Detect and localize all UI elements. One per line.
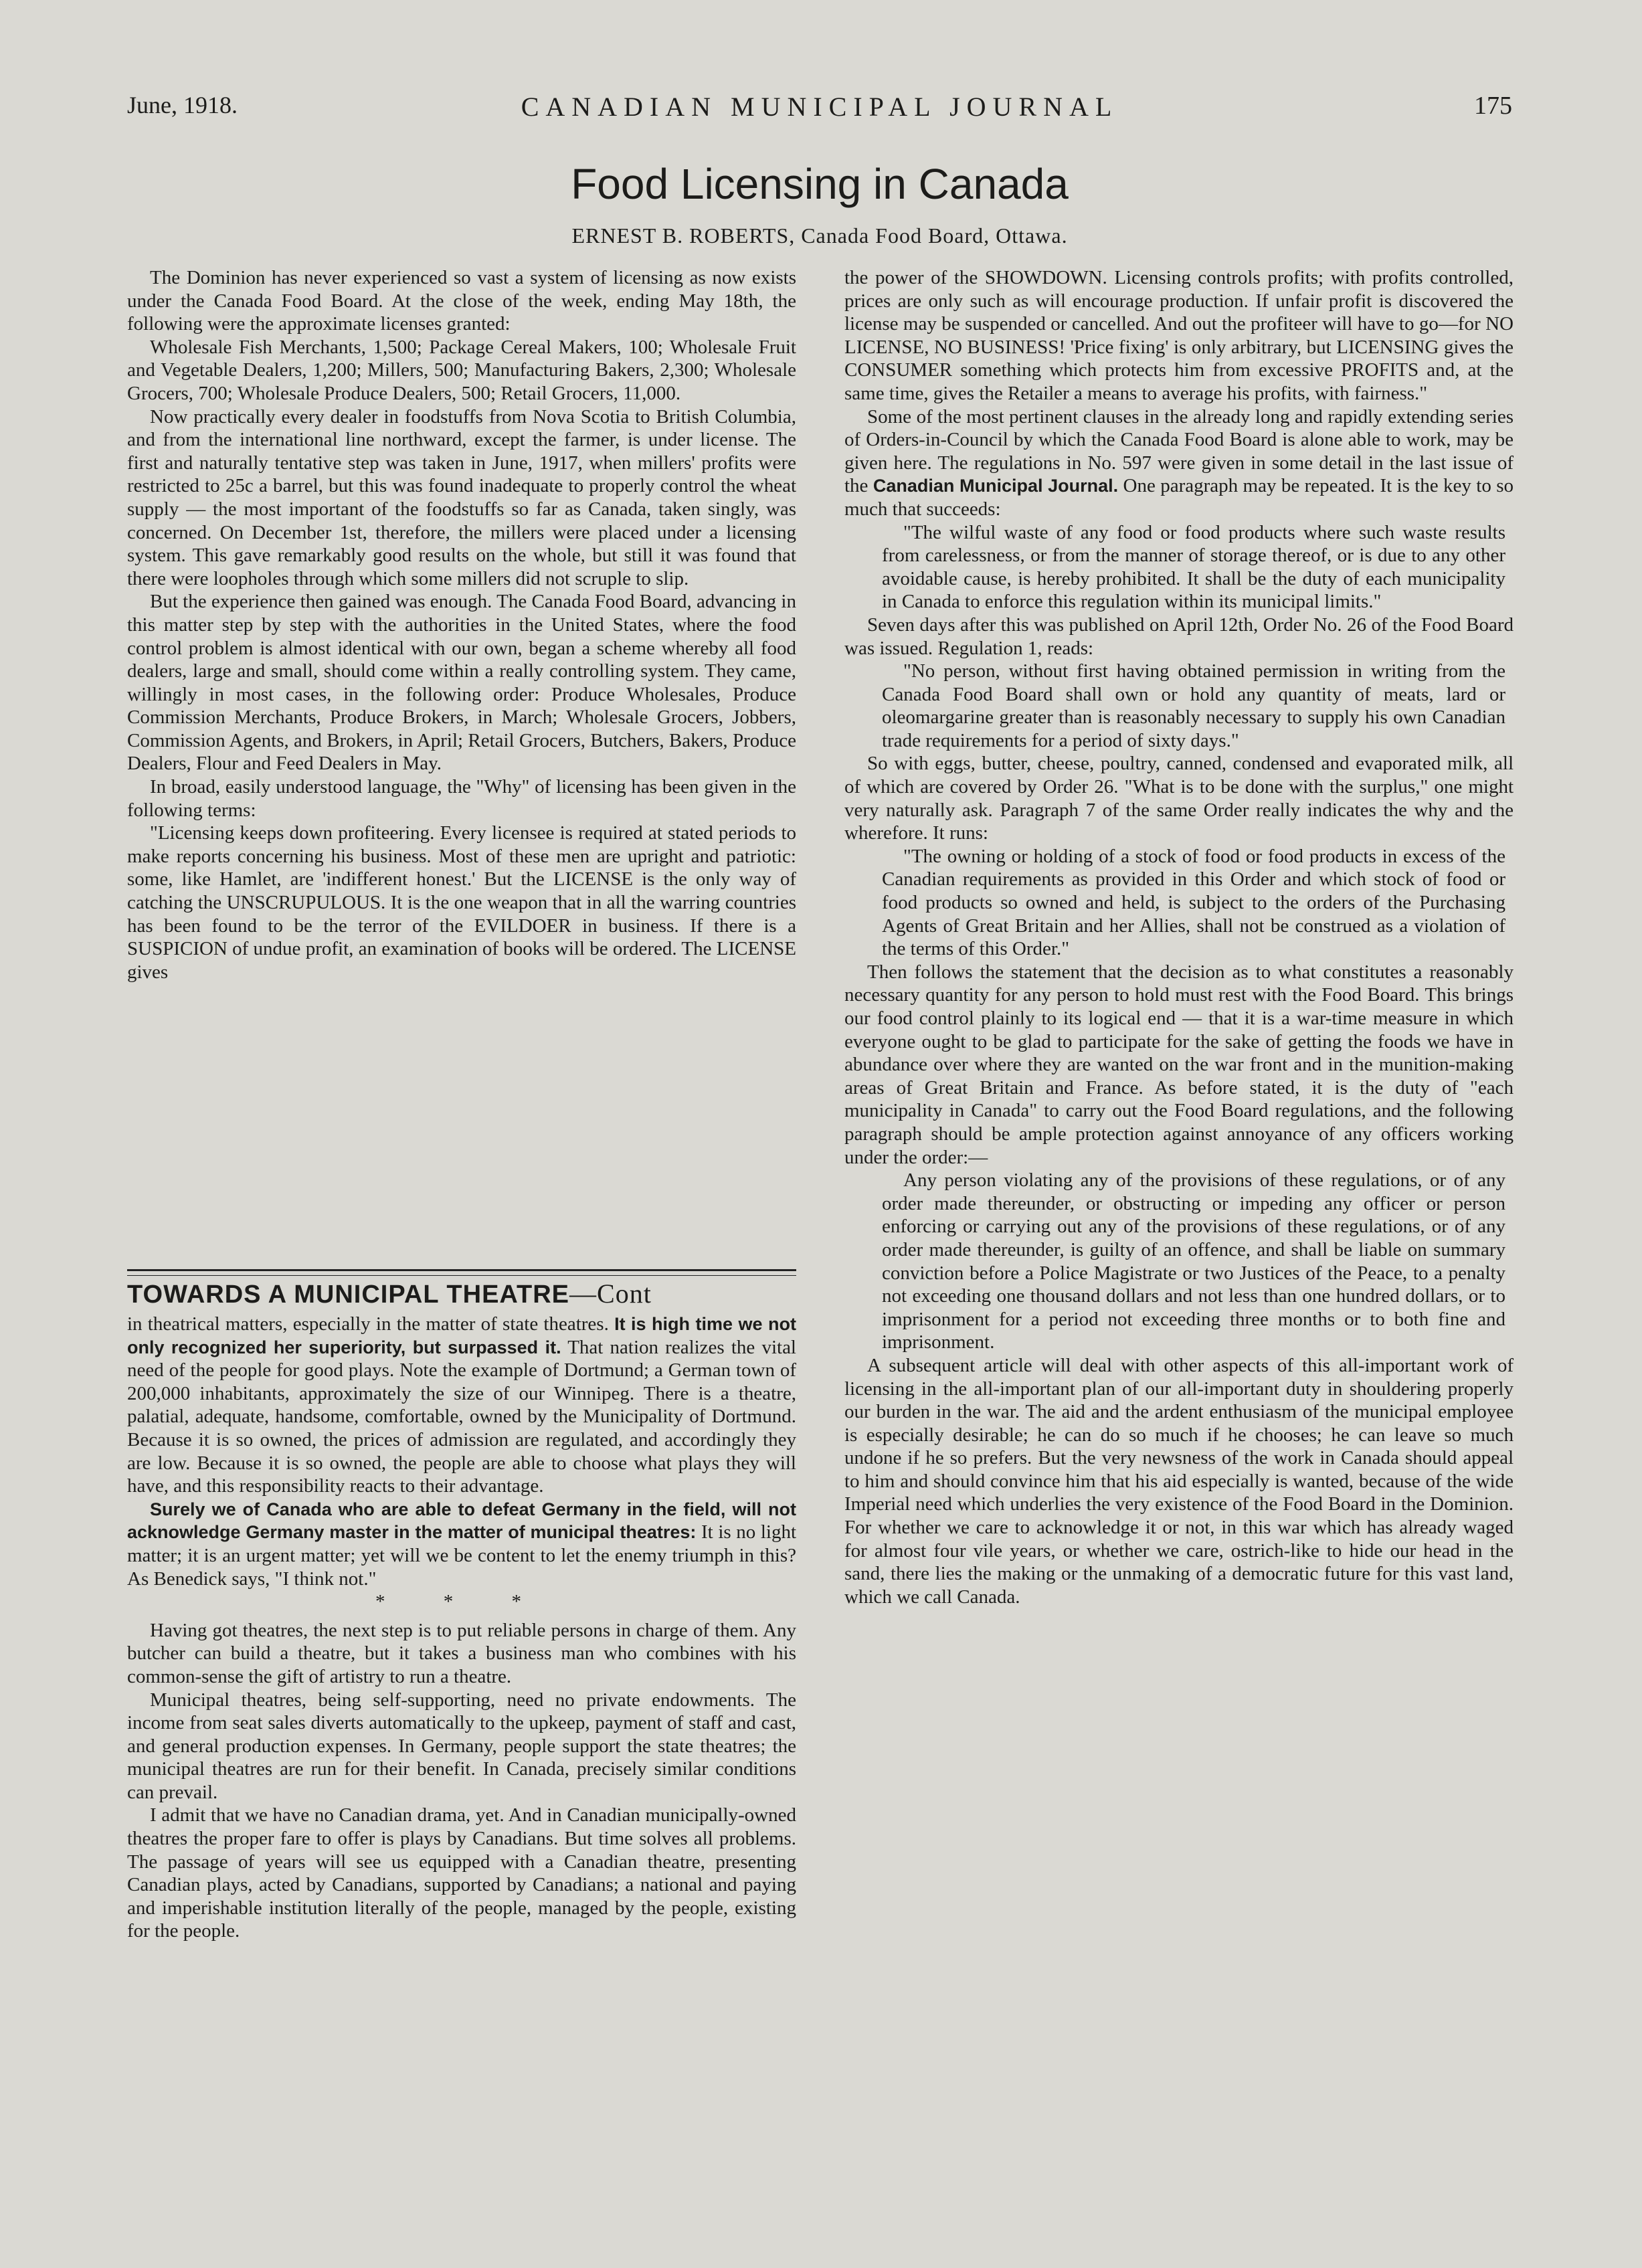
page-header: [127, 91, 1512, 131]
text-run: It is no light matter; it is an urgent matter; yet will we be content to let the enemy triumph in this? As Benedick says, "I think not.": [127, 1521, 796, 1590]
article-byline: ERNEST B. ROBERTS, Canada Food Board, Ottawa.: [571, 223, 1068, 248]
page-number: 175: [1474, 92, 1512, 120]
paragraph: The Dominion has never experienced so vast a system of licensing as now exists under the Canada Food Board. At the close of the week, ending May 18th, the following were the approximate licenses granted:: [127, 267, 796, 335]
left-column-theatre: [127, 1313, 796, 1943]
journal-reference: Canadian Municipal Journal.: [873, 476, 1119, 496]
paragraph: Wholesale Fish Merchants, 1,500; Package Cereal Makers, 100; Wholesale Fruit and Vegetable Dealers, 1,200; Millers, 500; Manufacturing Bakers, 2,300; Wholesale Grocers, 700; Wholesale Produce Dealers, 500; Retail Grocers, 11,000.: [127, 336, 796, 404]
paragraph: A subsequent article will deal with other aspects of this all-important work of licensing in the all-important plan of our all-important duty in shouldering properly our burden in the war. The aid and the ardent enthusiasm of the municipal employee is especially desirable; he can do so much if he chooses; he can leave so much undone if he so prefers. But the very newsness of the work in Canada should appeal to him and should convince him that his aid especially is wanted, because of the wide Imperial need which underlies the very existence of the Food Board in the Dominion. For whether we care to acknowledge it or not, in this war which has already waged for almost four vile years, or whether we care, ostrich-like to hide our head in the sand, there lies the making or the unmaking of a democratic future for this vast land, which we call Canada.: [844, 1354, 1514, 1608]
text-run: That nation realizes the vital need of the people for good plays. Note the example of Dortmund; a German town of 200,000 inhabitants, approximately the size of our Winnipeg. There is a theatre, palatial, adequate, handsome, comfortable, owned by the Municipality of Dortmund. Because it is so owned, the prices of admission are regulated, and accordingly they are low. Because it is so owned, the people are able to choose what plays they will have, and this responsibility reacts to their advantage.: [127, 1336, 796, 1497]
paragraph: I admit that we have no Canadian drama, yet. And in Canadian municipally-owned theatres the proper fare to offer is plays by Canadians. But time solves all problems. The passage of years will see us equipped with a Canadian theatre, presenting Canadian plays, acted by Canadians, supported by Canadians; a national and paying and imperishable institution literally of the people, managed by the people, existing for the people.: [127, 1804, 796, 1942]
paragraph: [127, 1313, 796, 1498]
text-run: in theatrical matters, especially in the matter of state theatres.: [127, 1313, 609, 1335]
text-run: One paragraph may be repeated. It is the key to so much that succeeds:: [844, 475, 1514, 520]
paragraph: Seven days after this was published on April 12th, Order No. 26 of the Food Board was issued. Regulation 1, reads:: [844, 613, 1514, 659]
paragraph: Having got theatres, the next step is to put reliable persons in charge of them. Any butcher can build a theatre, but it takes a business man who combines with his common-sense the gift of artistry to run a theatre.: [127, 1619, 796, 1687]
block-quote: "The wilful waste of any food or food products where such waste results from carelessness, or from the manner of storage thereof, or is due to any other avoidable cause, is hereby prohibited. It shall be the duty of each municipality in Canada to enforce this regulation within its municipal limits.": [882, 521, 1506, 613]
paragraph: But the experience then gained was enough. The Canada Food Board, advancing in this matter step by step with the authorities in the United States, where the food control problem is almost identical with our own, began a scheme whereby all food dealers, large and small, should come within a really controlling system. They came, willingly in most cases, in the following order: Produce Wholesales, Produce Commission Merchants, Produce Brokers, in March; Wholesale Grocers, Jobbers, Commission Agents, and Brokers, in April; Retail Grocers, Butchers, Bakers, Produce Dealers, Flour and Feed Dealers in May.: [127, 591, 796, 775]
theatre-heading: [127, 1278, 796, 1309]
paragraph: [844, 405, 1514, 521]
paragraph: So with eggs, butter, cheese, poultry, canned, condensed and evaporated milk, all of which are covered by Order 26. "What is to be done with the surplus," one might very naturally ask. Paragraph 7 of the same Order really indicates the why and the wherefore. It runs:: [844, 753, 1514, 844]
text-run: Some of the most pertinent clauses in the already long and rapidly extending series of Orders-in-Council by which the Canada Food Board is alone able to work, may be given here. The regulations in No. 597 were given in some detail in the last issue of the: [844, 405, 1514, 497]
paragraph: Municipal theatres, being self-supporting, need no private endowments. The income from seat sales diverts automatically to the upkeep, payment of staff and cast, and general production expenses. In Germany, people support the state theatres; the municipal theatres are run for their benefit. In Canada, precisely similar conditions can prevail.: [127, 1689, 796, 1803]
theatre-heading-cont: —Cont: [569, 1279, 652, 1309]
block-quote: "The owning or holding of a stock of food or food products in excess of the Canadian requirements as provided in this Order and which stock of food or food products so owned and held, is subject to the orders of the Purchasing Agents of Great Britain and her Allies, shall not be construed as a violation of the terms of this Order.": [882, 845, 1506, 960]
block-quote: Any person violating any of the provisions of these regulations, or of any order made thereunder, or obstructing or impeding any officer or person enforcing or carrying out any of the provisions of these regulations, or of any order made thereunder, is guilty of an offence, and shall be liable on summary conviction before a Police Magistrate or two Justices of the Peace, to a penalty not exceeding one thousand dollars and not less than one hundred dollars, or to imprisonment for a period not exceeding three months or to both fine and imprisonment.: [882, 1169, 1506, 1353]
journal-name: CANADIAN MUNICIPAL JOURNAL: [521, 92, 1119, 122]
section-divider: [127, 1269, 796, 1276]
article-title: Food Licensing in Canada: [571, 160, 1069, 208]
bold-run: Surely we of Canada who are able to defeat Germany in the field, will not acknowledge Germany master in the matter of municipal theatres:: [127, 1499, 796, 1543]
left-column-article: [127, 266, 796, 983]
paragraph: "Licensing keeps down profiteering. Every licensee is required at stated periods to make reports concerning his business. Most of these men are upright and patriotic: some, like Hamlet, are 'indifferent honest.' But the LICENSE is the only way of catching the UNSCRUPULOUS. It is the one weapon that in all the warring countries has been found to be the terror of the EVILDOER in business. If there is a SUSPICION of undue profit, an examination of books will be ordered. The LICENSE gives: [127, 822, 796, 983]
paragraph: Then follows the statement that the decision as to what constitutes a reasonably necessary quantity for any person to hold must rest with the Food Board. This brings our food control plainly to its logical end — that it is a war-time measure in which everyone ought to be glad to participate for the sake of getting the foods we have in abundance over where they are wanted on the war front and in the munition-making areas of Great Britain and France. As before stated, it is the duty of "each municipality in Canada" to carry out the Food Board regulations, and the following paragraph should be ample protection against annoyance of any officers working under the order:—: [844, 961, 1514, 1168]
paragraph: Now practically every dealer in foodstuffs from Nova Scotia to British Columbia, and from the international line northward, except the farmer, is under license. The first and naturally tentative step was taken in June, 1917, when millers' profits were restricted to 25c a barrel, but this was found inadequate to properly control the wheat supply — the most important of the foodstuffs so far as Canada, taken singly, was concerned. On December 1st, therefore, the millers were placed under a licensing system. This gave remarkably good results on the whole, but still it was found that there were loopholes through which some millers did not scruple to slip.: [127, 405, 796, 589]
issue-date: June, 1918.: [127, 92, 238, 118]
block-quote: "No person, without first having obtained permission in writing from the Canada Food Board shall own or hold any quantity of meats, lard or oleomargarine greater than is reasonably necessary to supply his own Canadian trade requirements for a period of sixty days.": [882, 660, 1506, 751]
right-column-article: [844, 266, 1514, 1608]
paragraph: the power of the SHOWDOWN. Licensing controls profits; with profits controlled, prices are only such as will encourage production. If unfair profit is discovered the license may be suspended or cancelled. And out the profiteer will have to go—for NO LICENSE, NO BUSINESS! 'Price fixing' is only arbitrary, but LICENSING gives the CONSUMER something which protects him from excessive PROFITS and, at the same time, gives the Retailer a means to average his profits, with fairness.": [844, 267, 1514, 404]
section-stars: * * *: [375, 1591, 548, 1613]
paragraph: In broad, easily understood language, the "Why" of licensing has been given in the following terms:: [127, 776, 796, 821]
paragraph: [127, 1498, 796, 1590]
bold-run: It is high time we not only recognized her superiority, but surpassed it.: [127, 1314, 796, 1357]
theatre-heading-text: TOWARDS A MUNICIPAL THEATRE: [127, 1281, 570, 1309]
